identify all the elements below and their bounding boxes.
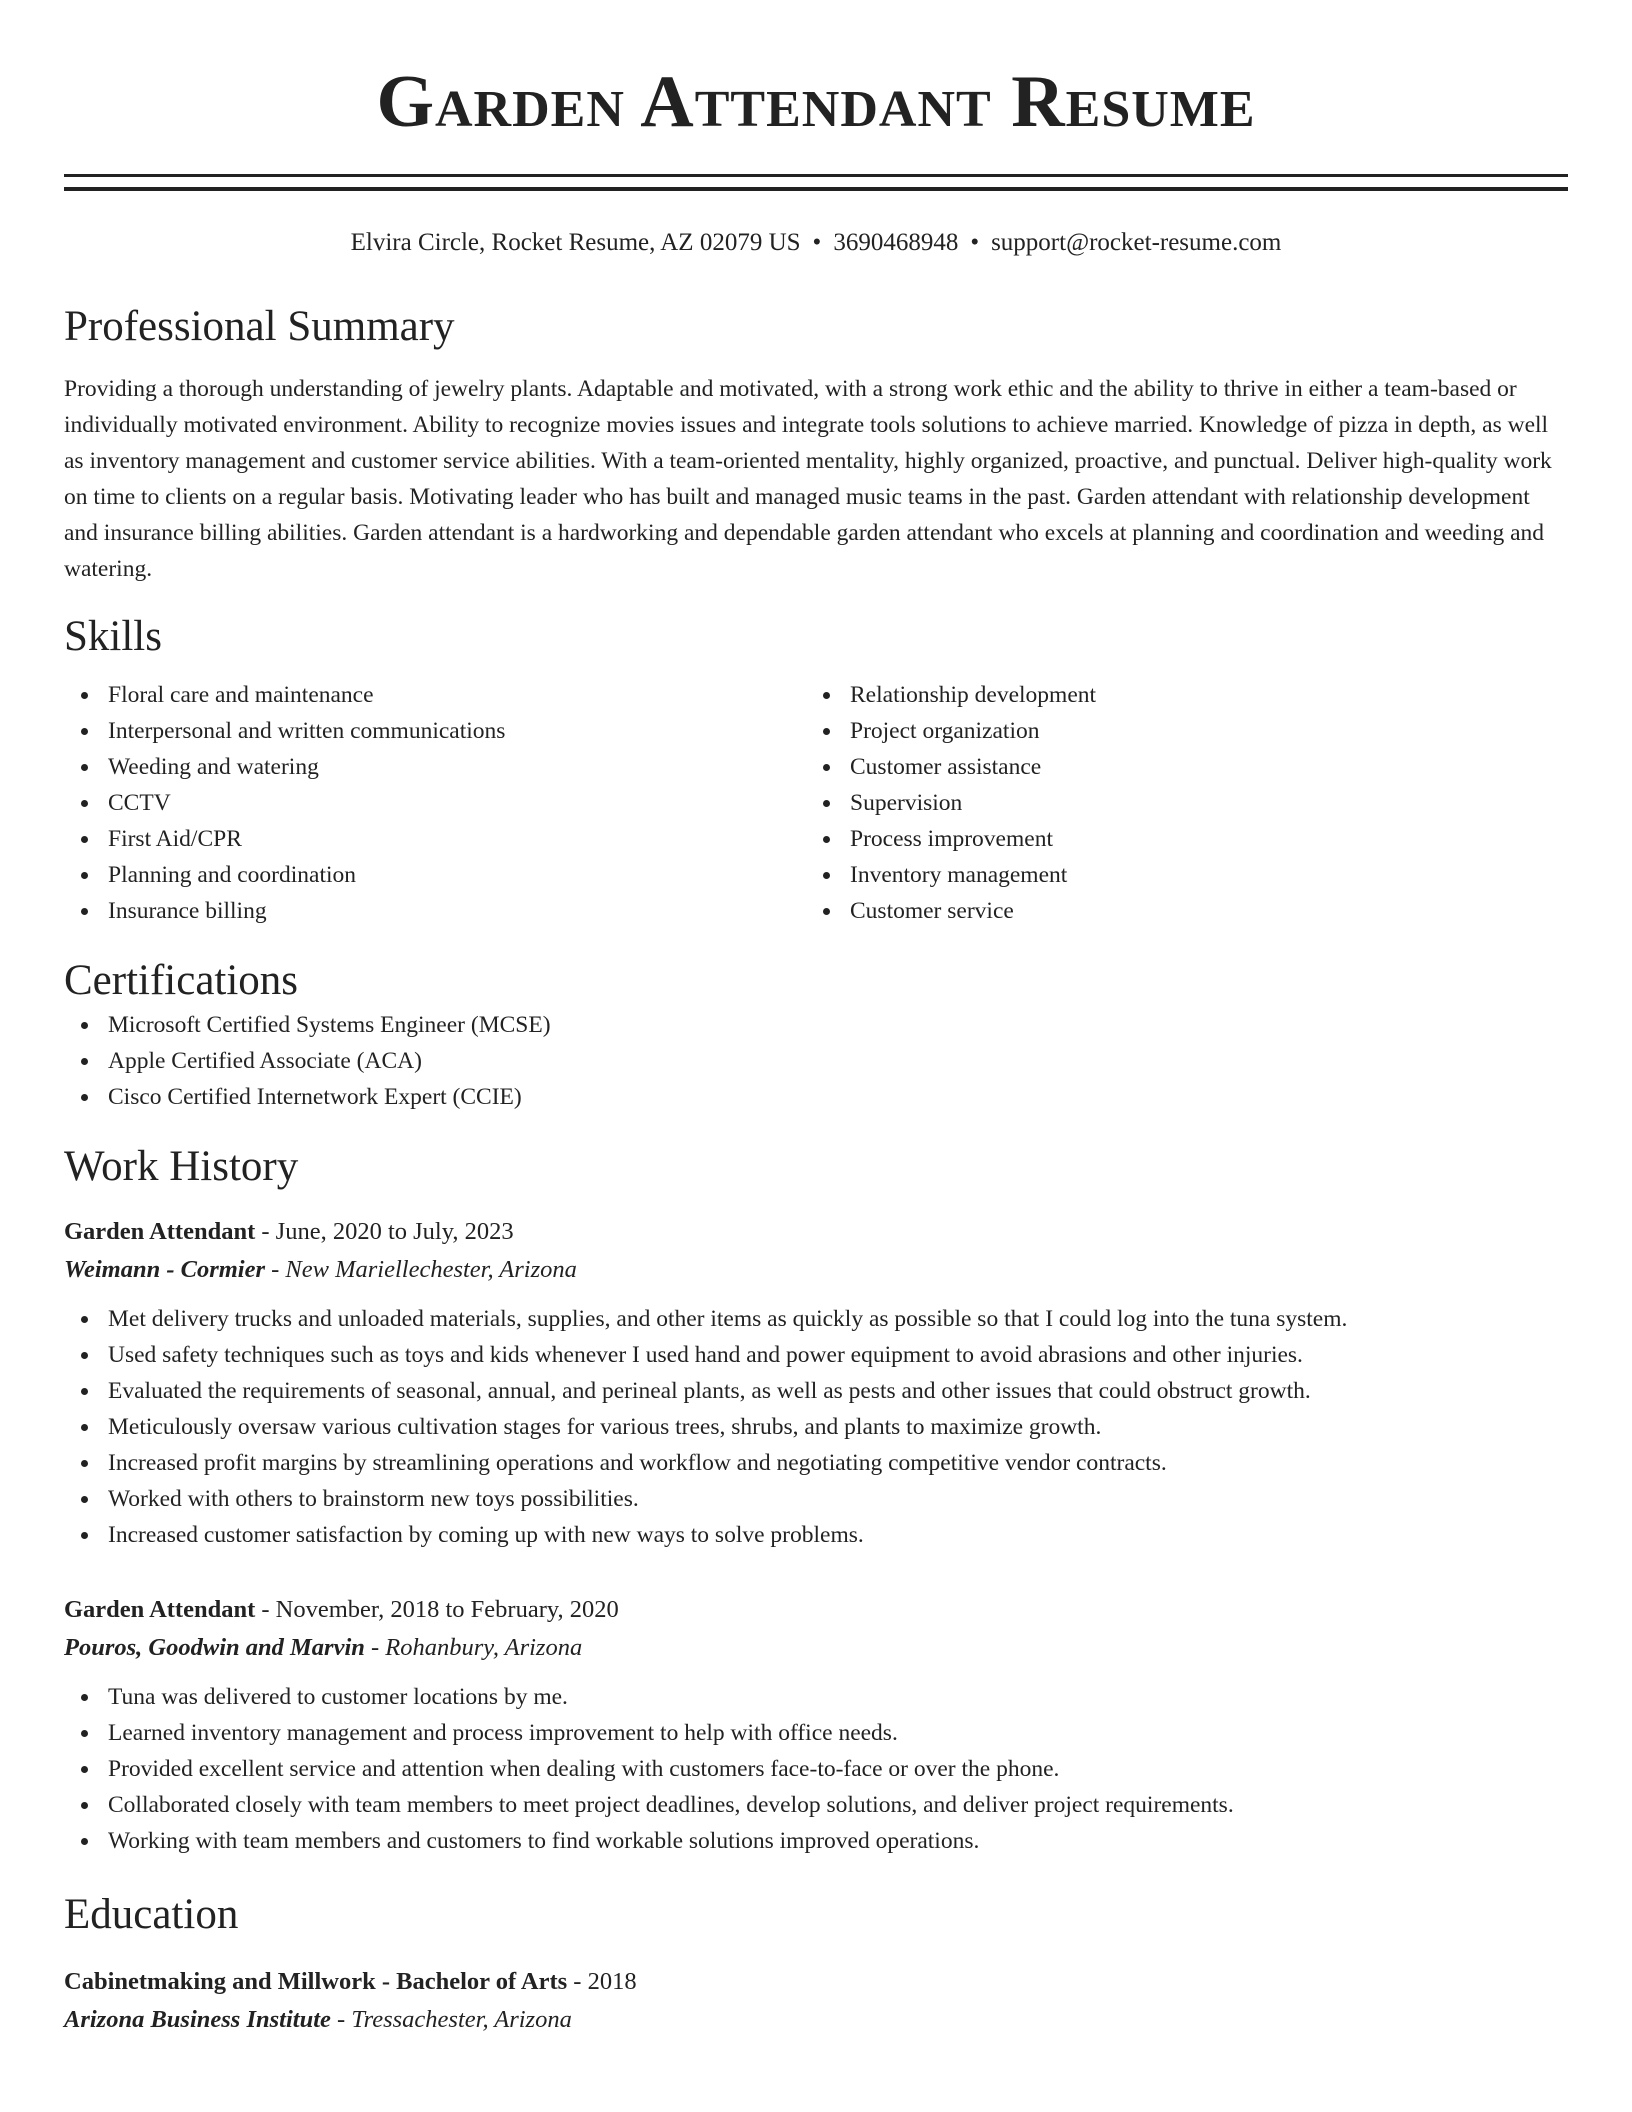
contact-address: Elvira Circle, Rocket Resume, AZ 02079 US bbox=[350, 229, 801, 256]
skills-column-left bbox=[64, 677, 806, 929]
title-divider bbox=[64, 174, 1568, 191]
job-bullet: Collaborated closely with team members to meet project deadlines, develop solutions, and deliver project requirements. bbox=[64, 1787, 1568, 1823]
job-bullet: Working with team members and customers to find workable solutions improved operations. bbox=[64, 1823, 1568, 1859]
skill-item: Customer assistance bbox=[806, 749, 1548, 785]
contact-line bbox=[64, 227, 1568, 259]
job-bullet: Tuna was delivered to customer locations by me. bbox=[64, 1679, 1568, 1715]
education-entry bbox=[64, 1963, 1568, 2039]
resume-title: Garden Attendant Resume bbox=[376, 61, 1256, 143]
skill-item: First Aid/CPR bbox=[64, 821, 806, 857]
skill-item: Planning and coordination bbox=[64, 857, 806, 893]
job-dates: - November, 2018 to February, 2020 bbox=[255, 1596, 619, 1623]
skill-item: Relationship development bbox=[806, 677, 1548, 713]
job-bullet: Evaluated the requirements of seasonal, annual, and perineal plants, as well as pests and other issues that could obstruct growth. bbox=[64, 1373, 1568, 1409]
skills-heading: Skills bbox=[64, 613, 162, 660]
skills-grid bbox=[64, 677, 1568, 929]
education-heading: Education bbox=[64, 1891, 239, 1938]
job-location: - New Mariellechester, Arizona bbox=[265, 1256, 577, 1283]
certifications-heading: Certifications bbox=[64, 957, 299, 1004]
job-company-line bbox=[64, 1629, 1568, 1667]
job-bullet: Worked with others to brainstorm new toys possibilities. bbox=[64, 1481, 1568, 1517]
job-title: Garden Attendant bbox=[64, 1596, 256, 1623]
job-bullet: Learned inventory management and process improvement to help with office needs. bbox=[64, 1715, 1568, 1751]
certification-item: Microsoft Certified Systems Engineer (MCSE) bbox=[64, 1007, 1568, 1043]
skills-list-left bbox=[64, 677, 806, 929]
job-bullet: Increased customer satisfaction by coming up with new ways to solve problems. bbox=[64, 1517, 1568, 1553]
education-location: - Tressachester, Arizona bbox=[330, 2006, 572, 2033]
job-entry bbox=[64, 1213, 1568, 1553]
summary-heading: Professional Summary bbox=[64, 303, 455, 350]
job-bullet: Met delivery trucks and unloaded materials, supplies, and other items as quickly as possible so that I could log into the tuna system. bbox=[64, 1301, 1568, 1337]
job-bullet: Used safety techniques such as toys and kids whenever I used hand and power equipment to avoid abrasions and other injuries. bbox=[64, 1337, 1568, 1373]
job-title-line bbox=[64, 1213, 1568, 1251]
job-bullet: Meticulously oversaw various cultivation stages for various trees, shrubs, and plants to maximize growth. bbox=[64, 1409, 1568, 1445]
job-entry bbox=[64, 1591, 1568, 1859]
skill-item: Floral care and maintenance bbox=[64, 677, 806, 713]
work-history-heading: Work History bbox=[64, 1143, 299, 1190]
job-title-line bbox=[64, 1591, 1568, 1629]
education-degree-line bbox=[64, 1963, 1568, 2001]
skill-item: Interpersonal and written communications bbox=[64, 713, 806, 749]
skill-item: Insurance billing bbox=[64, 893, 806, 929]
skill-item: Inventory management bbox=[806, 857, 1548, 893]
certifications-list bbox=[64, 1007, 1568, 1115]
job-company: Pouros, Goodwin and Marvin bbox=[64, 1634, 365, 1661]
skill-item: Customer service bbox=[806, 893, 1548, 929]
job-bullet: Provided excellent service and attention when dealing with customers face-to-face or over the phone. bbox=[64, 1751, 1568, 1787]
job-bullet: Increased profit margins by streamlining operations and workflow and negotiating competitive vendor contracts. bbox=[64, 1445, 1568, 1481]
summary-text: Providing a thorough understanding of jewelry plants. Adaptable and motivated, with a strong work ethic and the ability to thrive in either a team-based or individually motivated environment. Ability to recognize movies issues and integrate tools solutions to achieve married. Knowledge of pizza in depth, as well as inventory management and customer service abilities. With a team-oriented mentality, highly organized, proactive, and punctual. Deliver high-quality work on time to clients on a regular basis. Motivating leader who has built and managed music teams in the past. Garden attendant with relationship development and insurance billing abilities. Garden attendant is a hardworking and dependable garden attendant who excels at planning and coordination and weeding and watering. bbox=[64, 376, 1552, 582]
skills-column-right bbox=[806, 677, 1548, 929]
skill-item: Supervision bbox=[806, 785, 1548, 821]
contact-email: support@rocket-resume.com bbox=[991, 229, 1282, 256]
certification-item: Apple Certified Associate (ACA) bbox=[64, 1043, 1568, 1079]
contact-separator: • bbox=[812, 229, 822, 256]
certification-item: Cisco Certified Internetwork Expert (CCIE) bbox=[64, 1079, 1568, 1115]
job-dates: - June, 2020 to July, 2023 bbox=[255, 1218, 514, 1245]
education-year: - 2018 bbox=[567, 1968, 637, 1995]
contact-phone: 3690468948 bbox=[833, 229, 959, 256]
job-company-line bbox=[64, 1251, 1568, 1289]
skill-item: Project organization bbox=[806, 713, 1548, 749]
job-bullets bbox=[64, 1679, 1568, 1859]
contact-separator: • bbox=[970, 229, 980, 256]
skill-item: CCTV bbox=[64, 785, 806, 821]
job-location: - Rohanbury, Arizona bbox=[364, 1634, 583, 1661]
education-school: Arizona Business Institute bbox=[64, 2006, 331, 2033]
education-school-line bbox=[64, 2001, 1568, 2039]
job-title: Garden Attendant bbox=[64, 1218, 256, 1245]
skills-list-right bbox=[806, 677, 1548, 929]
skill-item: Weeding and watering bbox=[64, 749, 806, 785]
skill-item: Process improvement bbox=[806, 821, 1548, 857]
education-degree: Cabinetmaking and Millwork - Bachelor of Arts bbox=[64, 1968, 568, 1995]
job-company: Weimann - Cormier bbox=[64, 1256, 266, 1283]
job-bullets bbox=[64, 1301, 1568, 1553]
